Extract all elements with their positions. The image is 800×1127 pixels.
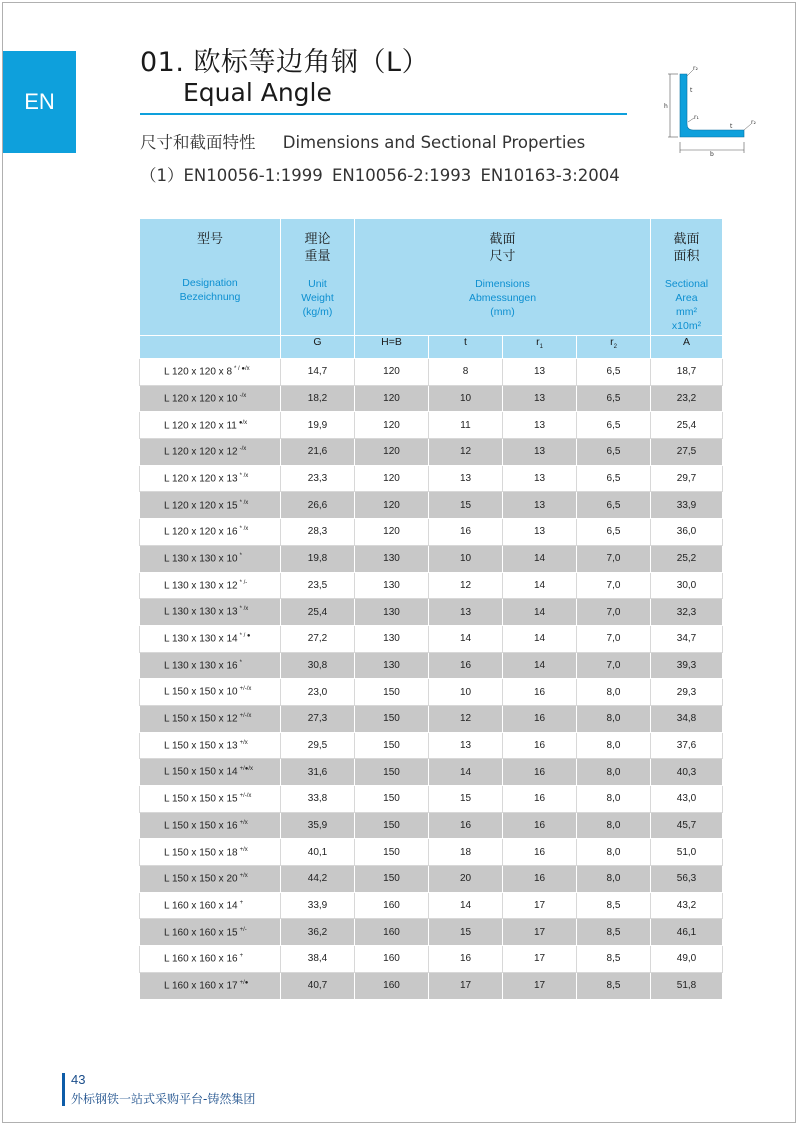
designation-text: L 120 x 120 x 16	[164, 526, 238, 538]
standards-line: （1）EN10056-1:1999 EN10056-2:1993 EN10163-3:2004	[140, 166, 620, 185]
cell-t: 14	[429, 892, 503, 919]
designation-note: -/x	[239, 446, 247, 453]
cell-r1: 16	[503, 812, 577, 839]
table-row	[140, 412, 723, 439]
page-title-cn: 01. 欧标等边角钢（L）	[140, 47, 430, 78]
cell-r2: 8,0	[577, 705, 651, 732]
cell-g: 14,7	[281, 359, 355, 386]
cell-r1: 13	[503, 519, 577, 546]
cell-r1: 14	[503, 545, 577, 572]
designation-text: L 130 x 130 x 14	[164, 633, 238, 645]
cell-a: 51,0	[651, 839, 723, 866]
designation-text: L 130 x 130 x 16	[164, 660, 238, 672]
designation-note: *	[239, 659, 242, 666]
cell-r1: 13	[503, 412, 577, 439]
table-row	[140, 599, 723, 626]
cell-g: 29,5	[281, 732, 355, 759]
cell-t: 15	[429, 919, 503, 946]
diagram-label-r2-top: r₂	[693, 65, 698, 72]
unit-a: A	[651, 336, 723, 359]
cell-t: 11	[429, 412, 503, 439]
cell-designation	[140, 866, 281, 893]
cell-hb: 150	[355, 679, 429, 706]
designation-text: L 130 x 130 x 12	[164, 580, 238, 591]
cell-g: 27,2	[281, 625, 355, 652]
cell-g: 23,5	[281, 572, 355, 599]
cell-t: 20	[429, 866, 503, 893]
designation-text: L 120 x 120 x 8	[164, 366, 233, 378]
cell-t: 10	[429, 385, 503, 412]
cell-r2: 8,5	[577, 972, 651, 999]
cell-g: 33,9	[281, 892, 355, 919]
cell-hb: 150	[355, 812, 429, 839]
designation-text: L 130 x 130 x 13	[164, 606, 238, 618]
cell-g: 19,8	[281, 545, 355, 572]
cell-a: 23,2	[651, 385, 723, 412]
unit-hb: H=B	[355, 336, 429, 359]
table-row	[140, 572, 723, 599]
designation-text: L 120 x 120 x 13	[164, 473, 238, 485]
table-row	[140, 812, 723, 839]
cell-hb: 130	[355, 652, 429, 679]
designation-note: * / ●	[239, 633, 251, 640]
cell-t: 10	[429, 545, 503, 572]
language-tab[interactable]: EN	[3, 51, 76, 153]
designation-text: L 150 x 150 x 12	[164, 713, 238, 725]
cell-designation	[140, 545, 281, 572]
cell-designation	[140, 385, 281, 412]
cell-t: 16	[429, 519, 503, 546]
cell-r2: 8,0	[577, 812, 651, 839]
table-row	[140, 919, 723, 946]
unit-r1: $r_1$	[503, 336, 577, 359]
table-row	[140, 839, 723, 866]
diagram-label-t-side: t	[690, 87, 693, 94]
cell-t: 13	[429, 732, 503, 759]
diagram-label-r2-right: r₂	[751, 119, 756, 126]
cell-r2: 8,0	[577, 759, 651, 786]
cell-g: 31,6	[281, 759, 355, 786]
cell-designation	[140, 759, 281, 786]
cell-g: 44,2	[281, 866, 355, 893]
cell-r1: 13	[503, 385, 577, 412]
cell-a: 46,1	[651, 919, 723, 946]
cell-designation	[140, 412, 281, 439]
cell-r2: 7,0	[577, 545, 651, 572]
cell-r2: 8,0	[577, 679, 651, 706]
cell-g: 40,7	[281, 972, 355, 999]
designation-text: L 120 x 120 x 10	[164, 393, 238, 405]
cell-hb: 150	[355, 839, 429, 866]
cell-hb: 160	[355, 892, 429, 919]
cell-r2: 6,5	[577, 519, 651, 546]
designation-text: L 120 x 120 x 15	[164, 499, 238, 511]
table-header-row	[140, 219, 723, 336]
cell-hb: 160	[355, 919, 429, 946]
cell-designation	[140, 946, 281, 973]
cell-designation	[140, 465, 281, 492]
cell-r2: 6,5	[577, 465, 651, 492]
designation-text: L 150 x 150 x 15	[164, 793, 238, 805]
cell-hb: 120	[355, 439, 429, 466]
designation-note: +/x	[239, 846, 248, 853]
cell-r1: 14	[503, 625, 577, 652]
designation-text: L 160 x 160 x 17	[164, 980, 238, 992]
cell-a: 43,0	[651, 786, 723, 813]
cell-g: 28,3	[281, 519, 355, 546]
cell-r1: 14	[503, 599, 577, 626]
designation-note: +/x	[239, 739, 248, 746]
cell-hb: 150	[355, 786, 429, 813]
cell-hb: 150	[355, 705, 429, 732]
cell-g: 25,4	[281, 599, 355, 626]
cell-r2: 8,5	[577, 892, 651, 919]
cell-r2: 7,0	[577, 652, 651, 679]
cell-r2: 6,5	[577, 412, 651, 439]
cell-a: 51,8	[651, 972, 723, 999]
cell-hb: 120	[355, 519, 429, 546]
cell-a: 34,8	[651, 705, 723, 732]
cell-r1: 16	[503, 705, 577, 732]
cell-a: 43,2	[651, 892, 723, 919]
cell-designation	[140, 919, 281, 946]
cell-r2: 8,0	[577, 839, 651, 866]
designation-note: +	[239, 953, 244, 960]
cell-a: 56,3	[651, 866, 723, 893]
table-body	[140, 359, 723, 1000]
designation-note: +/●/x	[239, 766, 254, 773]
cell-t: 12	[429, 705, 503, 732]
header-unit-weight: 理论 重量 Unit Weight (kg/m)	[281, 219, 355, 336]
cell-hb: 150	[355, 866, 429, 893]
unit-r2: $r_2$	[577, 336, 651, 359]
cell-designation	[140, 972, 281, 999]
cell-designation	[140, 839, 281, 866]
cell-r1: 16	[503, 786, 577, 813]
cell-r1: 16	[503, 759, 577, 786]
footer-text: 外标钢铁一站式采购平台-铸然集团	[71, 1092, 256, 1106]
cell-designation	[140, 519, 281, 546]
cell-g: 21,6	[281, 439, 355, 466]
table-row	[140, 786, 723, 813]
cell-g: 23,0	[281, 679, 355, 706]
cell-t: 8	[429, 359, 503, 386]
cell-g: 36,2	[281, 919, 355, 946]
table-row	[140, 705, 723, 732]
cell-designation	[140, 705, 281, 732]
equal-angle-spec-table	[139, 218, 723, 1000]
cell-r2: 6,5	[577, 492, 651, 519]
cell-r1: 16	[503, 732, 577, 759]
table-row	[140, 492, 723, 519]
designation-text: L 160 x 160 x 16	[164, 953, 238, 965]
cell-a: 32,3	[651, 599, 723, 626]
cell-r1: 13	[503, 439, 577, 466]
cell-r2: 8,0	[577, 732, 651, 759]
cell-r2: 7,0	[577, 625, 651, 652]
designation-text: L 160 x 160 x 14	[164, 900, 238, 912]
header-sectional-area: 截面 面积 Sectional Area mm² x10m²	[651, 219, 723, 336]
cell-a: 18,7	[651, 359, 723, 386]
cell-r2: 8,5	[577, 919, 651, 946]
cell-r1: 17	[503, 972, 577, 999]
table-row	[140, 439, 723, 466]
cell-r2: 6,5	[577, 385, 651, 412]
cell-r2: 6,5	[577, 359, 651, 386]
designation-note: +/●	[239, 979, 249, 986]
cell-r1: 14	[503, 652, 577, 679]
cell-r2: 8,0	[577, 786, 651, 813]
cell-r1: 16	[503, 679, 577, 706]
table-row	[140, 759, 723, 786]
cell-hb: 160	[355, 946, 429, 973]
table-row	[140, 519, 723, 546]
cell-designation	[140, 572, 281, 599]
diagram-label-t-bottom: t	[730, 123, 733, 130]
cell-g: 26,6	[281, 492, 355, 519]
cell-g: 19,9	[281, 412, 355, 439]
designation-text: L 150 x 150 x 10	[164, 686, 238, 698]
cell-t: 10	[429, 679, 503, 706]
cell-hb: 120	[355, 359, 429, 386]
cell-hb: 120	[355, 412, 429, 439]
cell-hb: 120	[355, 385, 429, 412]
cell-a: 29,7	[651, 465, 723, 492]
subtitle-en: Dimensions and Sectional Properties	[282, 133, 586, 152]
table-row	[140, 679, 723, 706]
designation-note: +/-/x	[239, 713, 252, 720]
designation-note: ●/x	[238, 419, 248, 426]
designation-text: L 150 x 150 x 16	[164, 820, 238, 832]
cell-g: 27,3	[281, 705, 355, 732]
cell-hb: 120	[355, 492, 429, 519]
designation-note: -/x	[239, 392, 247, 399]
cell-t: 18	[429, 839, 503, 866]
designation-note: * /x	[239, 472, 249, 479]
designation-note: +/x	[239, 873, 248, 880]
cell-hb: 130	[355, 572, 429, 599]
table-row	[140, 625, 723, 652]
cell-hb: 150	[355, 759, 429, 786]
designation-text: L 120 x 120 x 12	[164, 446, 238, 458]
cell-t: 16	[429, 946, 503, 973]
cell-a: 27,5	[651, 439, 723, 466]
designation-note: * / ●/x	[234, 366, 250, 373]
cell-t: 16	[429, 652, 503, 679]
table-row	[140, 946, 723, 973]
table-row	[140, 545, 723, 572]
cell-t: 15	[429, 786, 503, 813]
cell-a: 37,6	[651, 732, 723, 759]
designation-text: L 160 x 160 x 15	[164, 926, 238, 938]
table-row	[140, 732, 723, 759]
cell-hb: 130	[355, 599, 429, 626]
table-row	[140, 385, 723, 412]
cell-t: 15	[429, 492, 503, 519]
cell-r1: 17	[503, 919, 577, 946]
cell-g: 23,3	[281, 465, 355, 492]
cell-a: 34,7	[651, 625, 723, 652]
cell-r1: 13	[503, 359, 577, 386]
cell-g: 30,8	[281, 652, 355, 679]
unit-t: t	[429, 336, 503, 359]
cell-r2: 8,5	[577, 946, 651, 973]
designation-note: +/x	[239, 819, 248, 826]
cell-a: 25,2	[651, 545, 723, 572]
cell-designation	[140, 732, 281, 759]
cell-g: 38,4	[281, 946, 355, 973]
cell-a: 40,3	[651, 759, 723, 786]
cell-t: 17	[429, 972, 503, 999]
designation-text: L 150 x 150 x 13	[164, 740, 238, 752]
table-row	[140, 972, 723, 999]
angle-section-diagram	[660, 62, 765, 157]
unit-designation-blank	[140, 336, 281, 359]
designation-note: +/-	[239, 926, 247, 933]
page-title-en: Equal Angle	[183, 78, 332, 107]
cell-a: 45,7	[651, 812, 723, 839]
table-units-row	[140, 336, 723, 359]
cell-g: 35,9	[281, 812, 355, 839]
cell-g: 33,8	[281, 786, 355, 813]
subtitle-cn: 尺寸和截面特性	[140, 133, 256, 152]
page-number: 43	[71, 1072, 86, 1087]
cell-r2: 7,0	[577, 599, 651, 626]
table-row	[140, 866, 723, 893]
cell-r2: 8,0	[577, 866, 651, 893]
unit-g: G	[281, 336, 355, 359]
cell-designation	[140, 652, 281, 679]
cell-r1: 14	[503, 572, 577, 599]
cell-t: 16	[429, 812, 503, 839]
cell-a: 29,3	[651, 679, 723, 706]
cell-r1: 17	[503, 946, 577, 973]
cell-hb: 150	[355, 732, 429, 759]
cell-a: 49,0	[651, 946, 723, 973]
designation-text: L 150 x 150 x 20	[164, 873, 238, 885]
section-subtitle	[140, 129, 585, 153]
designation-text: L 150 x 150 x 14	[164, 766, 238, 778]
table-row	[140, 892, 723, 919]
designation-note: * /x	[239, 606, 249, 613]
cell-designation	[140, 359, 281, 386]
cell-designation	[140, 599, 281, 626]
cell-t: 13	[429, 599, 503, 626]
header-designation: 型号 Designation Bezeichnung	[140, 219, 281, 336]
angle-profile-shape	[680, 74, 744, 137]
table-row	[140, 359, 723, 386]
cell-a: 33,9	[651, 492, 723, 519]
cell-r2: 6,5	[577, 439, 651, 466]
table-row	[140, 652, 723, 679]
cell-r2: 7,0	[577, 572, 651, 599]
designation-text: L 120 x 120 x 11	[164, 419, 237, 431]
cell-g: 40,1	[281, 839, 355, 866]
cell-a: 39,3	[651, 652, 723, 679]
cell-r1: 16	[503, 866, 577, 893]
cell-r1: 13	[503, 465, 577, 492]
designation-note: * /x	[239, 526, 249, 533]
cell-t: 14	[429, 625, 503, 652]
cell-t: 14	[429, 759, 503, 786]
designation-note: * /x	[239, 499, 249, 506]
designation-note: * /-	[239, 579, 248, 586]
diagram-label-h: h	[664, 103, 668, 110]
table-row	[140, 465, 723, 492]
designation-note: +/-/x	[239, 686, 252, 693]
designation-note: +	[239, 899, 244, 906]
cell-a: 36,0	[651, 519, 723, 546]
cell-g: 18,2	[281, 385, 355, 412]
cell-designation	[140, 892, 281, 919]
cell-a: 30,0	[651, 572, 723, 599]
header-dimensions: 截面 尺寸 Dimensions Abmessungen (mm)	[355, 219, 651, 336]
cell-designation	[140, 492, 281, 519]
cell-designation	[140, 812, 281, 839]
cell-hb: 130	[355, 545, 429, 572]
cell-designation	[140, 786, 281, 813]
designation-note: +/-/x	[239, 793, 252, 800]
cell-r1: 16	[503, 839, 577, 866]
cell-r1: 17	[503, 892, 577, 919]
cell-hb: 120	[355, 465, 429, 492]
cell-hb: 130	[355, 625, 429, 652]
cell-a: 25,4	[651, 412, 723, 439]
diagram-label-b: b	[710, 151, 714, 157]
designation-text: L 150 x 150 x 18	[164, 846, 238, 858]
designation-text: L 130 x 130 x 10	[164, 553, 238, 565]
diagram-label-r1: r₁	[694, 114, 699, 121]
footer-accent-bar	[62, 1073, 65, 1106]
cell-t: 12	[429, 439, 503, 466]
cell-hb: 160	[355, 972, 429, 999]
cell-r1: 13	[503, 492, 577, 519]
designation-note: *	[239, 552, 242, 559]
cell-designation	[140, 679, 281, 706]
cell-t: 13	[429, 465, 503, 492]
cell-designation	[140, 439, 281, 466]
cell-t: 12	[429, 572, 503, 599]
cell-designation	[140, 625, 281, 652]
title-divider	[140, 113, 627, 115]
